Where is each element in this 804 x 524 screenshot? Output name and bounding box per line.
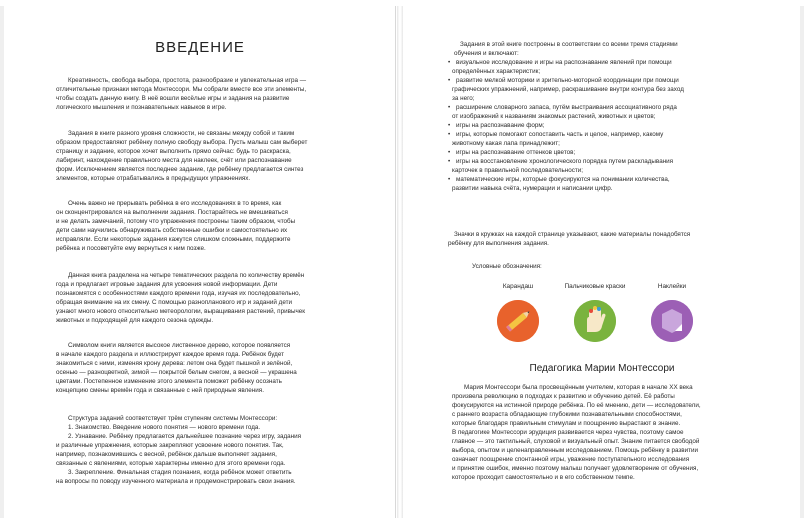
list-item-line: определённых характеристик; bbox=[452, 68, 541, 75]
list-item bbox=[448, 130, 684, 148]
paragraph-line: ребёнка и посоветуйте ему вернуться к ним позже. bbox=[56, 245, 206, 252]
paragraph-line: форм. Исключением является последнее задание, где ребёнку предлагается синтез bbox=[56, 166, 304, 173]
paragraph bbox=[56, 129, 356, 183]
legend-label-pencil: Карандаш bbox=[502, 283, 534, 290]
paragraph-line: чтобы создать данную книгу. В неё вошли весёлые игры и задания на развитие bbox=[56, 95, 290, 102]
list-item-line: • игры на распознавание оттенков цветов; bbox=[448, 148, 684, 157]
paragraph-line: он сконцентрировался на выполнении задания. Постарайтесь не вмешиваться bbox=[56, 209, 288, 216]
paragraph-line: в начале каждого раздела и иллюстрирует каждое время года. Ребёнок будет bbox=[56, 351, 285, 358]
paragraph-line: 1. Знакомство. Введение нового понятия — нового времени года. bbox=[68, 424, 261, 431]
paragraph-line: концепцию смены времён года и связанные с ней природные явления. bbox=[56, 387, 264, 394]
note-line: ребёнку для выполнения задания. bbox=[448, 240, 549, 247]
list-item bbox=[448, 58, 684, 76]
pedagogy-line: означает поощрение спонтанной игры, уважение поступательного исследования bbox=[452, 456, 690, 463]
list-item-line: карточек в правильной последовательности; bbox=[452, 167, 584, 174]
pedagogy-line: которое проходит самостоятельно и в его собственном темпе. bbox=[452, 474, 635, 481]
paragraph-line: Структура заданий соответствует трём ступеням системы Монтессори: bbox=[68, 415, 278, 422]
list-item-line: от изображений к названиям знакомых растений, животных и цветов; bbox=[452, 113, 656, 120]
right-page-edge bbox=[800, 6, 804, 518]
pedagogy-line: которые благодаря правильным стимулам и поощрению вырастают в знание. bbox=[452, 420, 681, 427]
paragraph-line: узнают много нового относительно метеорологии, выращивания растений, привычек bbox=[56, 308, 306, 315]
list-item bbox=[448, 175, 684, 193]
paragraph-line: исправляли. Если некоторые задания кажутся слишком сложными, поддержите bbox=[56, 236, 291, 243]
intro-line: обучения и включают: bbox=[454, 50, 519, 57]
list-item bbox=[448, 148, 684, 157]
paragraph-line: и не делать замечаний, потому что упражнения построены таким образом, чтобы bbox=[56, 218, 296, 225]
paragraph-line: осенью — разноцветной, зимой — покрытой белым снегом, а весной — украшена bbox=[56, 369, 297, 376]
materials-note bbox=[448, 230, 691, 248]
pedagogy-line: и принятие ошибок, именно поэтому малыш получает удовлетворение от обучения, bbox=[452, 465, 699, 472]
paragraph-line: например, познакомившись с весной, ребёнок дальше выполняет задания, bbox=[56, 451, 277, 458]
paragraph-line: страницу и задание, которое хочет выполнить прямо сейчас: будь то раскраска, bbox=[56, 148, 291, 155]
skills-list bbox=[448, 58, 684, 193]
paragraph-line: Очень важно не прерывать ребёнка в его исследованиях в то время, как bbox=[68, 200, 282, 207]
paragraph-line: познакомятся с особенностями каждого времени года, изучая их последовательно, bbox=[56, 290, 301, 297]
paragraph-line: 2. Узнавание. Ребёнку предлагается дальнейшее познание через игру, задания bbox=[68, 433, 302, 440]
list-item-line: • развитие мелкой моторики и зрительно-моторной координации при помощи bbox=[448, 76, 684, 85]
list-item-line: • игры, которые помогают сопоставить часть и целое, например, какому bbox=[448, 130, 684, 139]
list-item-line: развитии навыка счёта, нумерации и написании цифр. bbox=[452, 185, 613, 192]
paragraph-line: дети сами научились обнаруживать собственные ошибки и самостоятельно их bbox=[56, 227, 288, 234]
hand-paint-icon bbox=[574, 300, 616, 342]
pedagogy-line: В педагогике Монтессори эрудиция развивается через чувства, поэтому самое bbox=[452, 429, 684, 436]
list-item bbox=[448, 76, 684, 103]
paragraph-line: логического мышления и познавательных навыков в игре. bbox=[56, 104, 227, 111]
paragraph-line: цветами. Постепенное изменение этого элемента поможет ребёнку осознать bbox=[56, 378, 282, 385]
right-page bbox=[404, 6, 800, 518]
paragraph-line: лабиринт, нахождение правильного места для наклеек, счёт или распознавание bbox=[56, 157, 292, 164]
pedagogy-line: произвела революцию в подходах к развитию и обучению детей. Её работы bbox=[452, 393, 675, 400]
paragraph-line: знакомиться с ними, изменяя крону дерева: летом она будет пышной и зелёной, bbox=[56, 360, 293, 367]
paragraph-line: года и предлагает игровые задания для усвоения новой информации. Дети bbox=[56, 281, 278, 288]
list-item bbox=[448, 157, 684, 175]
paragraph-line: Символом книги является высокое лиственное дерево, которое появляется bbox=[68, 342, 291, 349]
pedagogy-line: Мария Монтессори была просвещённым учителем, которая в начале XX века bbox=[464, 384, 693, 391]
pedagogy-line: главное — это тактильный, слуховой и визуальный опыт. Знание питается свободой bbox=[452, 438, 700, 445]
paragraph-line: образом предоставляют ребёнку полную свободу выбора. Пусть малыш сам выберет bbox=[56, 139, 308, 146]
paragraph-line: Креативность, свобода выбора, простота, разнообразие и увлекательная игра — bbox=[68, 77, 307, 84]
paragraph-line: элементов, которые отрабатывались в предыдущих упражнениях. bbox=[56, 175, 251, 182]
paragraph-line: обращая внимание на их смену. С помощью разнопланового игр и заданий дети bbox=[56, 299, 293, 306]
paragraph-line: животных и подходящей для каждого сезона одежды. bbox=[56, 317, 214, 324]
pedagogy-text bbox=[452, 383, 701, 482]
paragraph-line: связанные с явлениями, которые характерны именно для этого времени года. bbox=[56, 460, 286, 467]
list-item-line: • расширение словарного запаса, путём выстраивания ассоциативного ряда bbox=[448, 103, 684, 112]
paragraph-line: на вопросы по поводу изученного материала и продемонстрировать свои знания. bbox=[56, 478, 296, 485]
paragraph bbox=[56, 414, 356, 486]
list-item-line: • игры на восстановление хронологического порядка путем раскладывания bbox=[448, 157, 684, 166]
list-item bbox=[448, 121, 684, 130]
list-item-line: • визуальное исследование и игры на распознавание явлений при помощи bbox=[448, 58, 684, 67]
legend-title: Условные обозначения: bbox=[472, 263, 542, 270]
pencil-icon bbox=[497, 300, 539, 342]
sticker-icon bbox=[651, 300, 693, 342]
legend-label-finger-paint: Пальчиковые краски bbox=[564, 283, 626, 290]
intro-line: Задания в этой книге построены в соответствии со всеми тремя стадиями bbox=[460, 41, 678, 48]
legend-label-stickers: Наклейки bbox=[657, 283, 687, 290]
intro-text bbox=[454, 40, 678, 58]
pedagogy-line: фокусируются на истинной природе ребёнка. По её мнению, дети — исследователи, bbox=[452, 402, 701, 409]
paragraph-line: и различные упражнения, которые закрепляют усвоение нового понятия. Так, bbox=[56, 442, 284, 449]
pedagogy-line: выбора, опытом и целенаправленным исследованием. Помощь ребёнку в развитии bbox=[452, 447, 699, 454]
list-item-line: графических упражнений, например, раскрашивание внутри контура без заход bbox=[452, 86, 684, 93]
note-line: Значки в кружках на каждой странице указывают, какие материалы понадобятся bbox=[454, 231, 691, 238]
paragraph-line: Данная книга разделена на четыре тематических раздела по количеству времён bbox=[68, 272, 305, 279]
list-item-line: за него; bbox=[452, 95, 475, 102]
paragraph bbox=[56, 341, 356, 395]
book-gutter bbox=[397, 6, 403, 518]
page-title: ВВЕДЕНИЕ bbox=[155, 39, 245, 56]
paragraph-line: отличительные признаки метода Монтессори. Мы собрали вместе все эти элементы, bbox=[56, 86, 307, 93]
paragraph bbox=[56, 271, 356, 325]
list-item-line: • математические игры, которые фокусируются на понимании количества, bbox=[448, 175, 684, 184]
list-item bbox=[448, 103, 684, 121]
pedagogy-line: с раннего возраста обладающие глубокими познавательными способностями, bbox=[452, 411, 682, 418]
paragraph-line: 3. Закрепление. Финальная стадия познания, когда ребёнок может ответить bbox=[68, 469, 292, 476]
left-page bbox=[4, 6, 396, 518]
paragraph-line: Задания в книге разного уровня сложности, не связаны между собой и таким bbox=[68, 130, 295, 137]
list-item-line: животному какая лапа принадлежит; bbox=[452, 140, 560, 147]
paragraph bbox=[56, 199, 356, 253]
pedagogy-title: Педагогика Марии Монтессори bbox=[529, 363, 675, 374]
paragraph bbox=[56, 76, 356, 112]
list-item-line: • игры на распознавание форм; bbox=[448, 121, 684, 130]
